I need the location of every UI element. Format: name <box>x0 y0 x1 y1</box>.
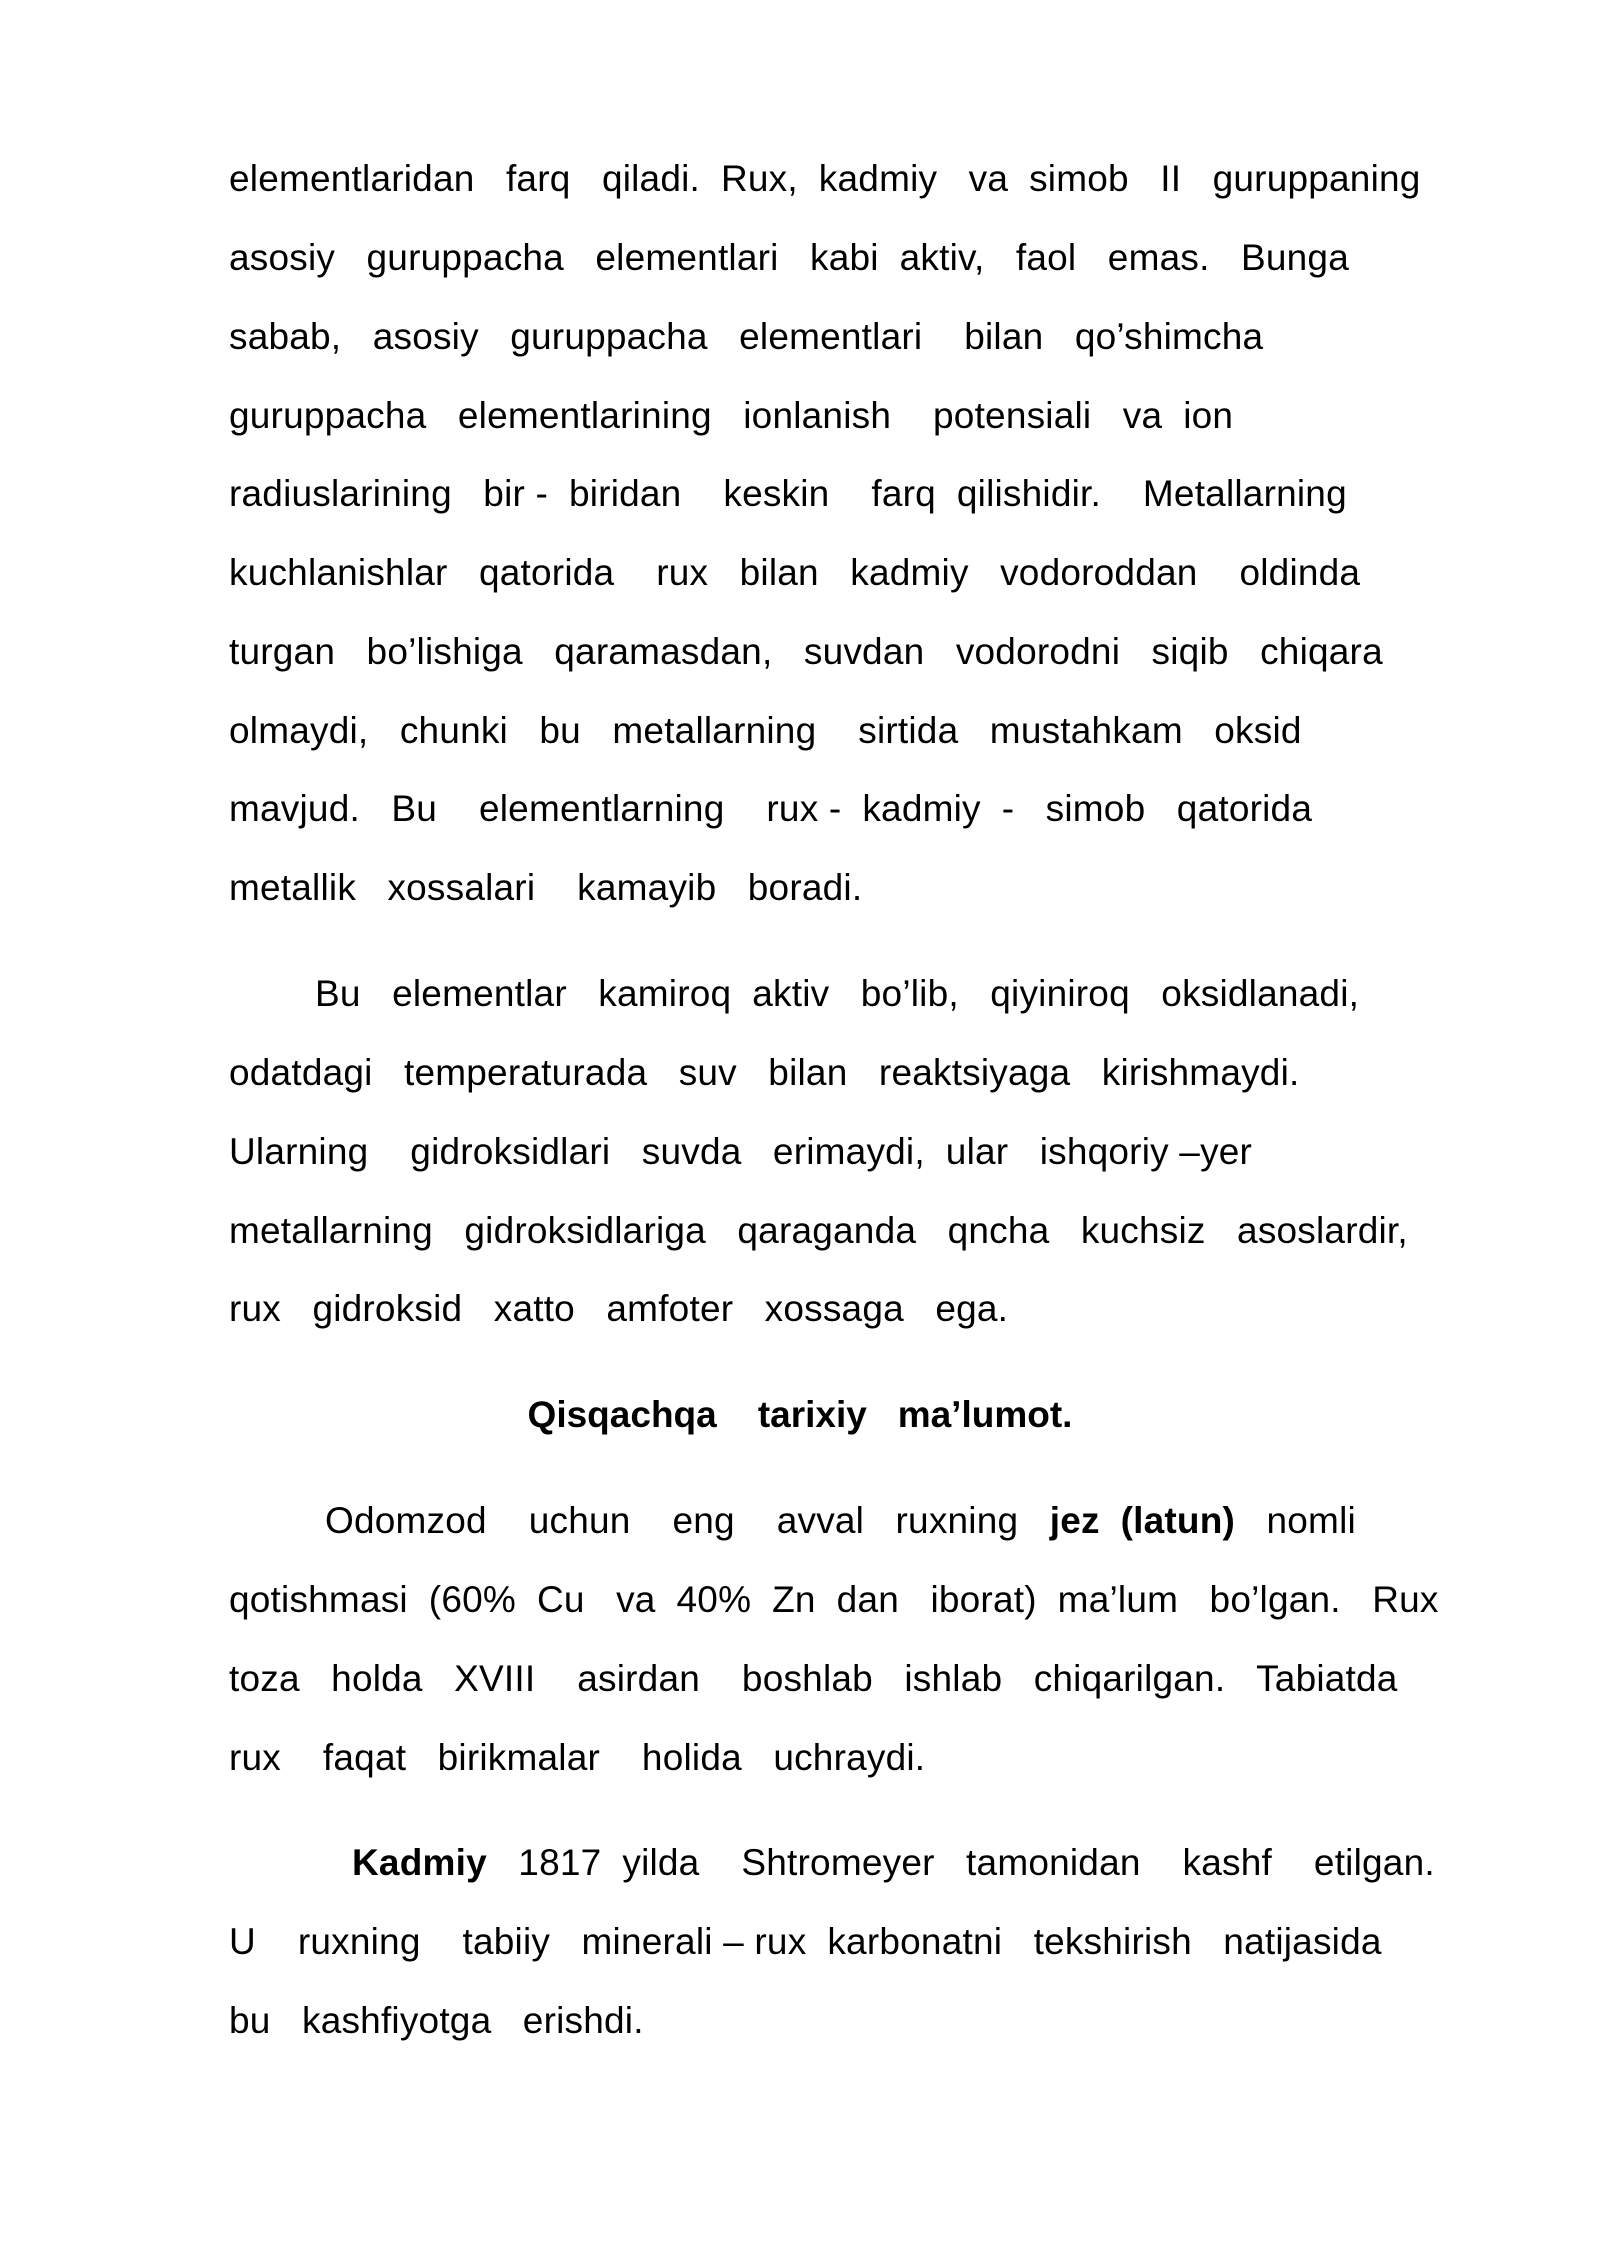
text-line <box>325 1499 1356 1543</box>
text-line: guruppacha elementlarining ionlanish potensiali va ion <box>229 395 1234 436</box>
text-line: turgan bo’lishiga qaramasdan, suvdan vodorodni siqib chiqara <box>229 631 1383 672</box>
text-line <box>352 1841 1435 1885</box>
section-heading: Qisqachqa tarixiy ma’lumot. <box>527 1394 1073 1435</box>
text-line: olmaydi, chunki bu metallarning sirtida mustahkam oksid <box>229 710 1302 751</box>
bold-term: Kadmiy <box>352 1842 487 1883</box>
text-line: toza holda XVIII asirdan boshlab ishlab chiqarilgan. Tabiatda <box>229 1658 1398 1699</box>
text-run: 1817 yilda Shtromeyer tamonidan kashf etilgan. <box>486 1842 1435 1883</box>
text-line: bu kashfiyotga erishdi. <box>229 2000 644 2041</box>
text-line: asosiy guruppacha elementlari kabi aktiv, faol emas. Bunga <box>229 237 1349 278</box>
text-line: mavjud. Bu elementlarning rux - kadmiy - simob qatorida <box>229 788 1313 829</box>
text-line: metallarning gidroksidlariga qaraganda qncha kuchsiz asoslardir, <box>229 1210 1408 1251</box>
text-run: Odomzod uchun eng avval ruxning <box>325 1500 1050 1541</box>
text-line: Ularning gidroksidlari suvda erimaydi, ular ishqoriy –yer <box>229 1131 1253 1172</box>
text-line: sabab, asosiy guruppacha elementlari bilan qo’shimcha <box>229 316 1264 357</box>
text-line: metallik xossalari kamayib boradi. <box>229 867 863 908</box>
text-run: nomli <box>1235 1500 1356 1541</box>
text-line: elementlaridan farq qiladi. Rux, kadmiy va simob II guruppaning <box>229 158 1421 199</box>
text-line: qotishmasi (60% Cu va 40% Zn dan iborat) ma’lum bo’lgan. Rux <box>229 1579 1439 1620</box>
text-line: radiuslarining bir - biridan keskin farq qilishidir. Metallarning <box>229 473 1347 514</box>
text-line: U ruxning tabiiy minerali – rux karbonatni tekshirish natijasida <box>229 1921 1382 1962</box>
bold-term: jez (latun) <box>1049 1500 1236 1541</box>
text-line: Bu elementlar kamiroq aktiv bo’lib, qiyiniroq oksidlanadi, <box>315 973 1360 1014</box>
text-line: kuchlanishlar qatorida rux bilan kadmiy vodoroddan oldinda <box>229 552 1361 593</box>
text-line: odatdagi temperaturada suv bilan reaktsiyaga kirishmaydi. <box>229 1052 1300 1093</box>
text-line: rux gidroksid xatto amfoter xossaga ega. <box>229 1288 1009 1329</box>
text-line: rux faqat birikmalar holida uchraydi. <box>229 1737 926 1778</box>
